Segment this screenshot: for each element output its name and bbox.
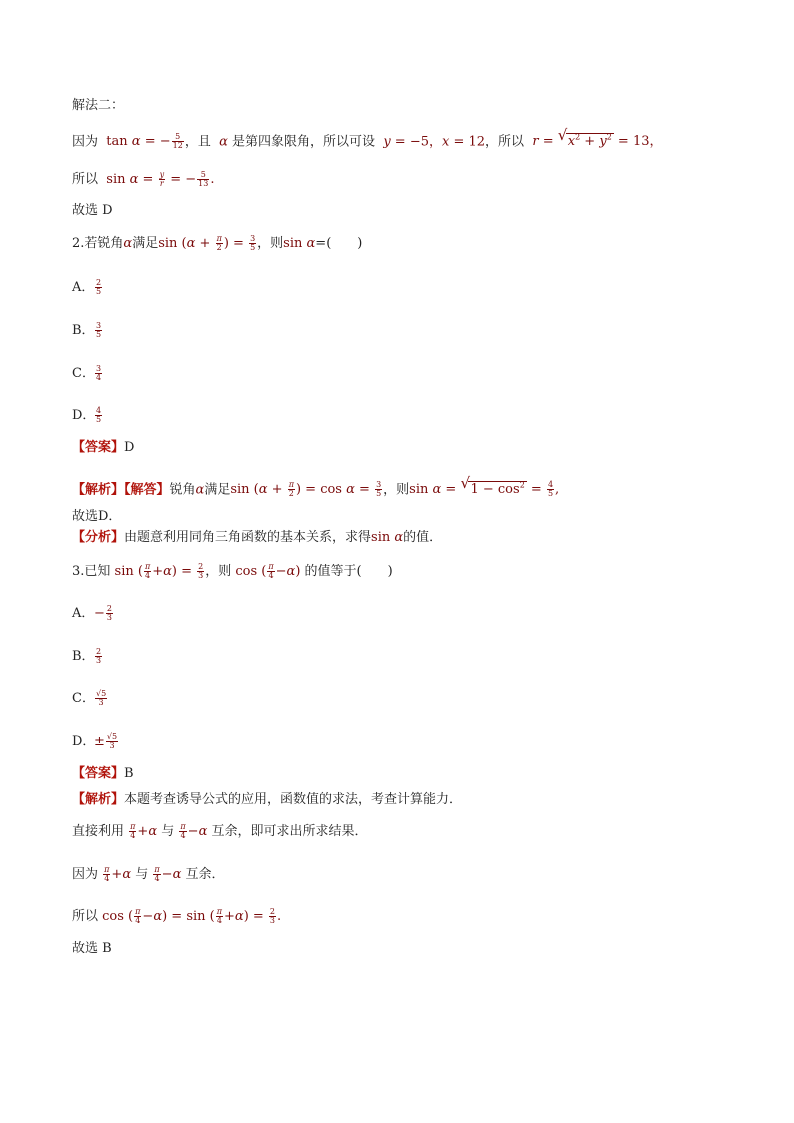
q2-option-d[interactable]: D． $\frac{4}{5}$ (72, 406, 102, 424)
q3-because-line: 因为 $\frac{\pi}{4}$ +α 与 $\frac{\pi}{4}$ −α 互余． (72, 865, 225, 883)
q2-fenxi: 【分析】由题意利用同角三角函数的基本关系，求得sin α的值． (72, 530, 443, 545)
q2-option-a[interactable]: A． $\frac{2}{5}$ (72, 278, 102, 296)
method2-line2: 所以 sin α = $\frac{y}{r}$ = − $\frac{5}{13}$ . (72, 170, 215, 188)
q2-conclude: 故选D． (72, 509, 122, 524)
q3-stem: 3.已知 sin ( $\frac{\pi}{4}$ +α) = $\frac{2}{3}$ ，则 cos ( $\frac{\pi}{4}$ −α) 的值等于( ) (72, 562, 393, 580)
q3-option-d[interactable]: D．± $\frac{√5}{3}$ (72, 732, 118, 750)
q3-end: 故选 B (72, 941, 112, 956)
q2-analysis: 【解析】【解答】锐角α满足sin (α + $\frac{\pi}{2}$ ) = cos α = $\frac{3}{5}$ ，则sin α = √ $1 - \cos^2$ = $\frac{4}{5}$ , (72, 474, 560, 499)
method2-line1: 因为 tan α = − $\frac{5}{12}$ ，且 α 是第四象限角，所以可设 y = −5，x = 12，所以 r = √ $x^2 + y^2 = 13$， (72, 126, 663, 151)
q3-direct-line: 直接利用 $\frac{\pi}{4}$ +α 与 $\frac{\pi}{4}$ −α 互余，即可求出所求结果． (72, 822, 368, 840)
q3-option-b[interactable]: B． $\frac{2}{3}$ (72, 647, 102, 665)
q2-option-b[interactable]: B． $\frac{3}{5}$ (72, 321, 102, 339)
q3-answer: 【答案】B (72, 766, 134, 781)
q3-analysis: 【解析】本题考查诱导公式的应用，函数值的求法，考查计算能力． (72, 792, 463, 807)
q2-answer: 【答案】D (72, 440, 135, 455)
method2-end: 故选 D (72, 203, 113, 218)
q3-option-a[interactable]: A．− $\frac{2}{3}$ (72, 604, 112, 622)
q3-so-line: 所以 cos ( $\frac{\pi}{4}$ −α) = sin ( $\frac{\pi}{4}$ +α) = $\frac{2}{3}$ . (72, 907, 282, 925)
q3-option-c[interactable]: C． $\frac{√5}{3}$ (72, 689, 107, 707)
method2-title: 解法二： (72, 98, 125, 113)
q2-option-c[interactable]: C． $\frac{3}{4}$ (72, 364, 102, 382)
q2-stem: 2.若锐角α满足sin (α + $\frac{\pi}{2}$ ) = $\frac{3}{5}$ ，则sin α=( ) (72, 234, 363, 252)
